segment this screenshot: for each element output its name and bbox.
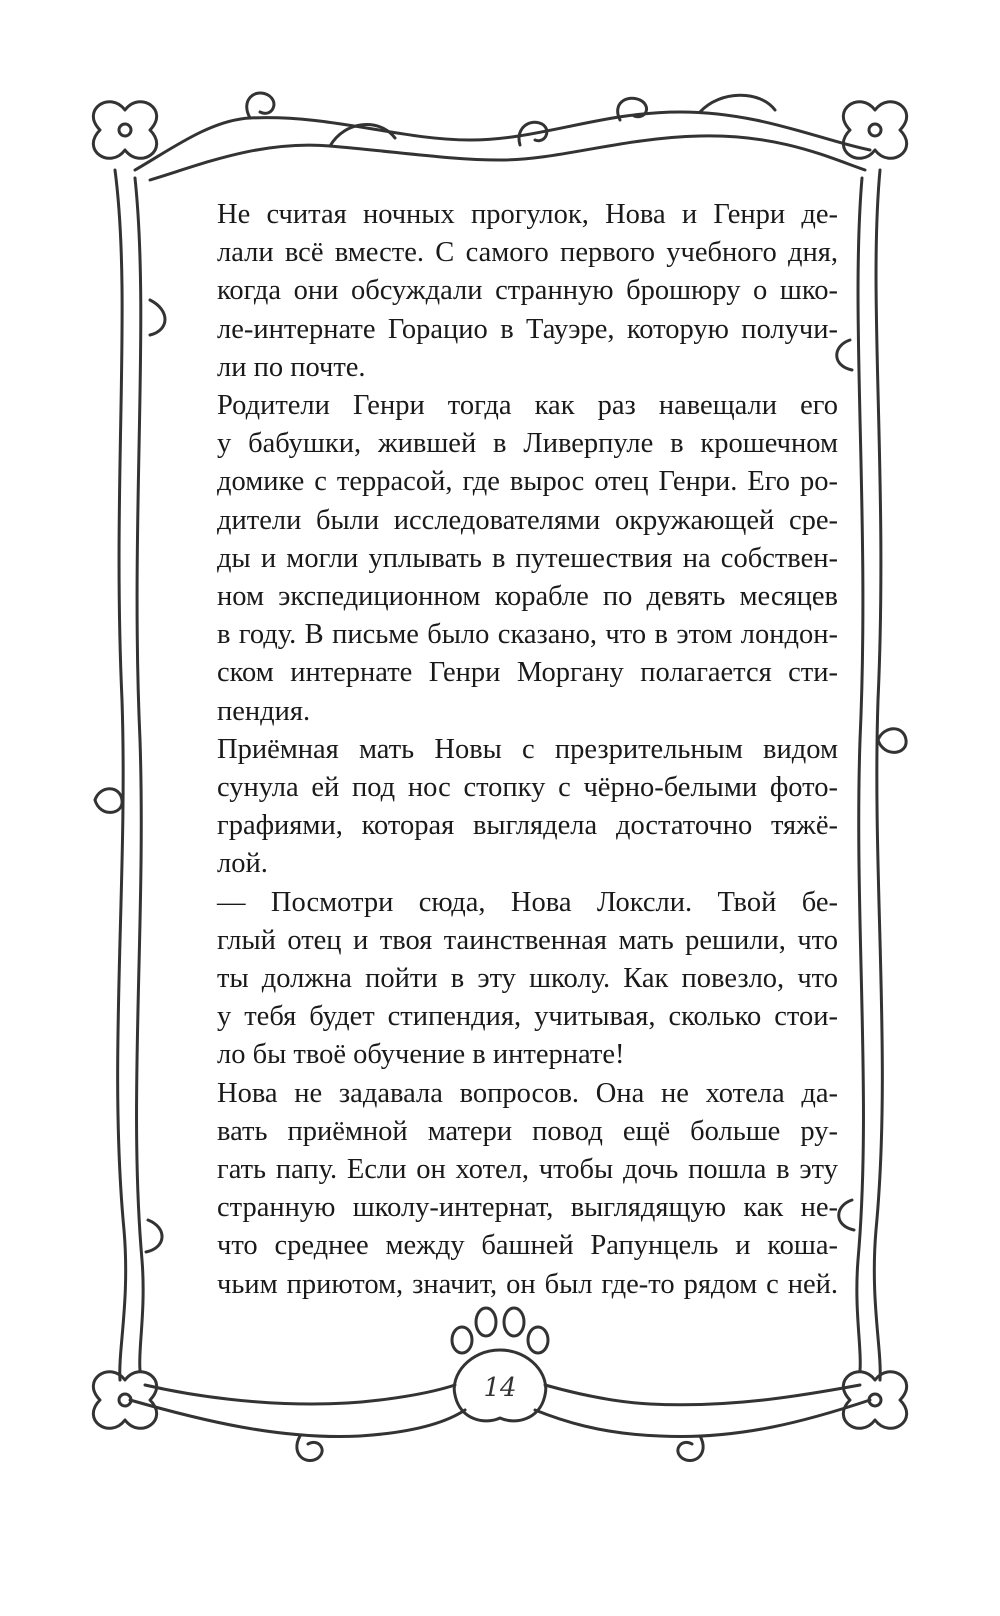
text-line: Не считая ночных прогулок, Нова и Генри де- [217,199,838,230]
text-line: в году. В письме было сказано, что в этом лондон- [217,619,838,651]
right-curl-upper [837,340,852,370]
left-border-line-inner [135,178,143,1370]
text-line: дители были исследователями окружающей сре- [217,504,838,536]
page-body-text [183,196,838,1346]
text-line: Нова не задавала вопросов. Она не хотела да- [217,1077,838,1109]
left-curl-upper [150,300,165,335]
top-flourish-right [700,95,775,112]
text-line: лали всё вместе. С самого первого учебного дня, [217,237,838,269]
text-line: — Посмотри сюда, Нова Локсли. Твой бе- [217,886,838,918]
text-line: ло бы твоё обучение в интернате! [217,1039,625,1071]
left-border-line [115,170,126,1380]
right-curl-lower [839,1200,854,1230]
text-line: сунула ей под нос стопку с чёрно-белыми фото- [217,772,838,804]
text-line: Приёмная мать Новы с презрительным видом [217,733,838,765]
corner-knot-top-left [93,102,156,159]
paragraph [183,731,838,884]
text-line: у тебя будет стипендия, учитывая, сколько стои- [217,1001,838,1033]
page-number: 14 [483,1373,517,1403]
paragraph [183,387,838,731]
text-line: что среднее между башней Рапунцель и коша- [217,1230,838,1262]
bottom-curl-left [297,1436,322,1461]
text-line: у бабушки, жившей в Ливерпуле в крошечном [217,428,838,460]
text-line: ли по почте. [217,351,366,383]
right-border-line-inner [857,178,864,1370]
text-line: вать приёмной матери повод ещё больше ру- [217,1115,838,1147]
left-side-knot [95,789,122,813]
corner-knot-bottom-right [843,1372,906,1429]
text-line: Родители Генри тогда как раз навещали его [217,390,838,422]
text-line: ды и могли уплывать в путешествия на собствен- [217,542,838,574]
paragraph [183,884,838,1075]
paragraph [183,1075,838,1304]
corner-knot-bottom-left [93,1372,156,1429]
bottom-curl-right [678,1436,703,1461]
text-line: ле-интернате Горацио в Тауэре, которую получи- [217,313,838,345]
corner-dot-top-right [869,124,881,136]
bottom-border-inner-left [145,1385,455,1404]
text-line: странную школу-интернат, выглядящую как не- [217,1192,838,1224]
text-line: ты должна пойти в эту школу. Как повезло, что [217,963,838,995]
corner-dot-top-left [119,124,131,136]
text-line: графиями, которая выглядела достаточно тяжё- [217,810,838,842]
right-border-line [874,170,882,1380]
bottom-border-line [130,1400,465,1437]
text-line: чьим приютом, значит, он был где-то рядом с ней. [217,1268,838,1300]
text-line: ном экспедиционном корабле по девять месяцев [217,581,838,613]
corner-knot-top-right [843,102,906,159]
text-line: пендия. [217,695,311,727]
left-curl-lower [146,1220,162,1252]
top-border-line-inner [150,136,865,180]
right-side-knot [878,729,906,753]
text-line: когда они обсуждали странную брошюру о шко- [217,275,838,307]
text-line: ском интернате Генри Моргану полагается сти- [217,657,838,689]
paragraph [183,196,838,387]
text-line: лой. [217,848,268,880]
top-curl-left [247,93,274,118]
text-line: глый отец и твоя таинственная мать решили, что [217,924,838,956]
text-line: домике с террасой, где вырос отец Генри. Его ро- [217,466,838,498]
bottom-border-inner-right [545,1385,860,1405]
text-line: гать папу. Если он хотел, чтобы дочь пошла в эту [217,1154,838,1186]
